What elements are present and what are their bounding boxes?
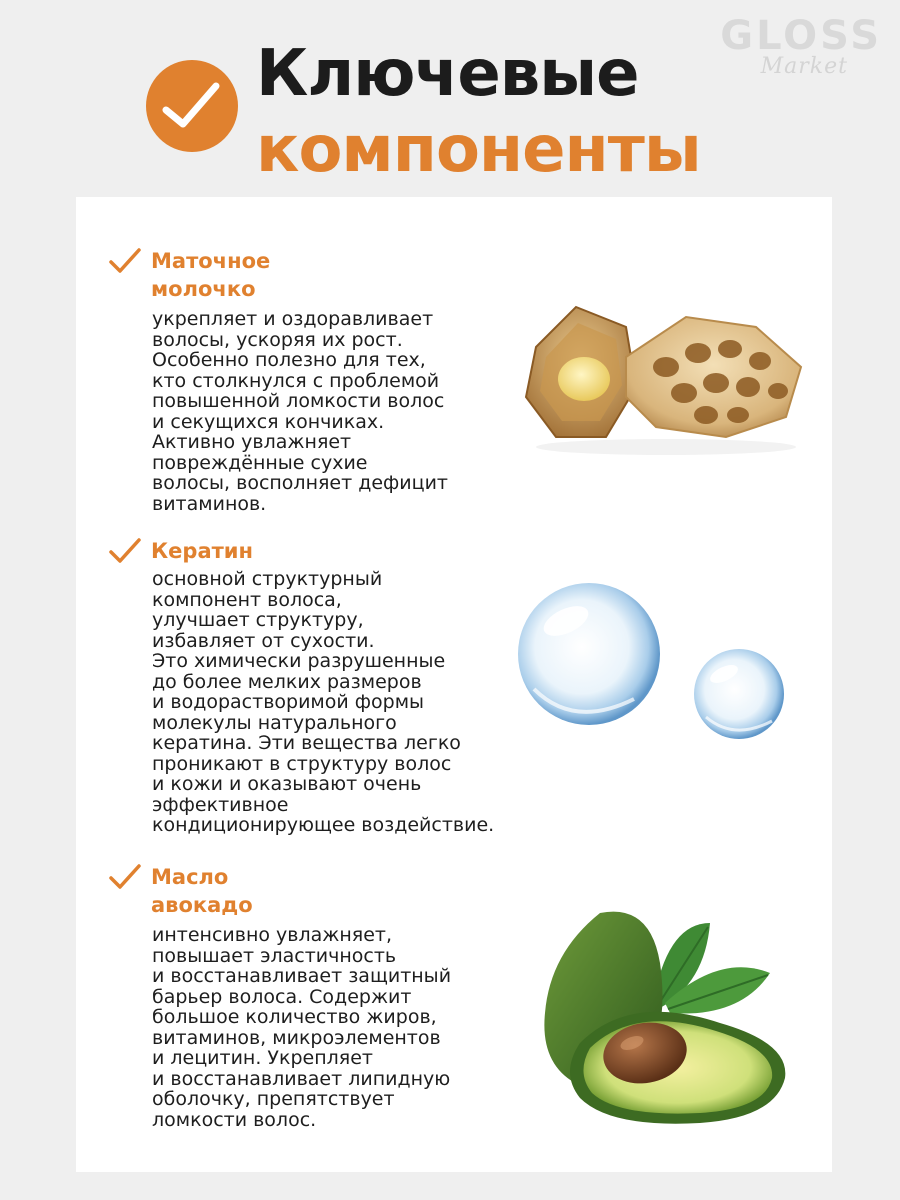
title-line-1: Ключевые [256,37,639,111]
components-card [76,197,832,1172]
section-title: Масло авокадо [151,865,253,917]
checkmark-icon [108,537,142,565]
checkmark-icon [108,863,142,891]
honeycomb-icon [516,287,816,457]
checkmark-icon [108,247,142,275]
check-badge-icon [146,60,238,152]
section-text: укрепляет и оздоравливает волосы, ускоряя их рост. Особенно полезно для тех, кто столкнулся с проблемой повышенной ломкости волос и секущихся кончиках. Активно увлажняет повреждённые сухие волосы, восполняет дефицит витаминов. [152,308,448,515]
section-text: интенсивно увлажняет, повышает эластичность и восстанавливает защитный барьер волоса. Содержит большое количество жиров, витаминов, микроэлементов и лецитин. Укрепляет и восстанавливает липидную оболочку, препятствует ломкости волос. [152,924,452,1131]
water-bubbles-icon [514,579,804,749]
brand-name: GLOSS [720,13,882,59]
avocado-icon [520,903,810,1153]
brand-logo [712,14,882,84]
brand-sub: Market [760,54,848,79]
section-text: основной структурный компонент волоса, улучшает структуру, избавляет от сухости. Это химически разрушенные до более мелких размеров и водорастворимой формы молекулы натурального кератина. Эти вещества легко проникают в структуру волос и кожи и оказывают очень эффективное кондиционирующее воздействие. [152,568,495,836]
title-line-2: компоненты [256,113,701,187]
section-title: Маточное молочко [151,249,271,301]
section-title: Кератин [151,539,254,563]
page-title [256,36,701,188]
